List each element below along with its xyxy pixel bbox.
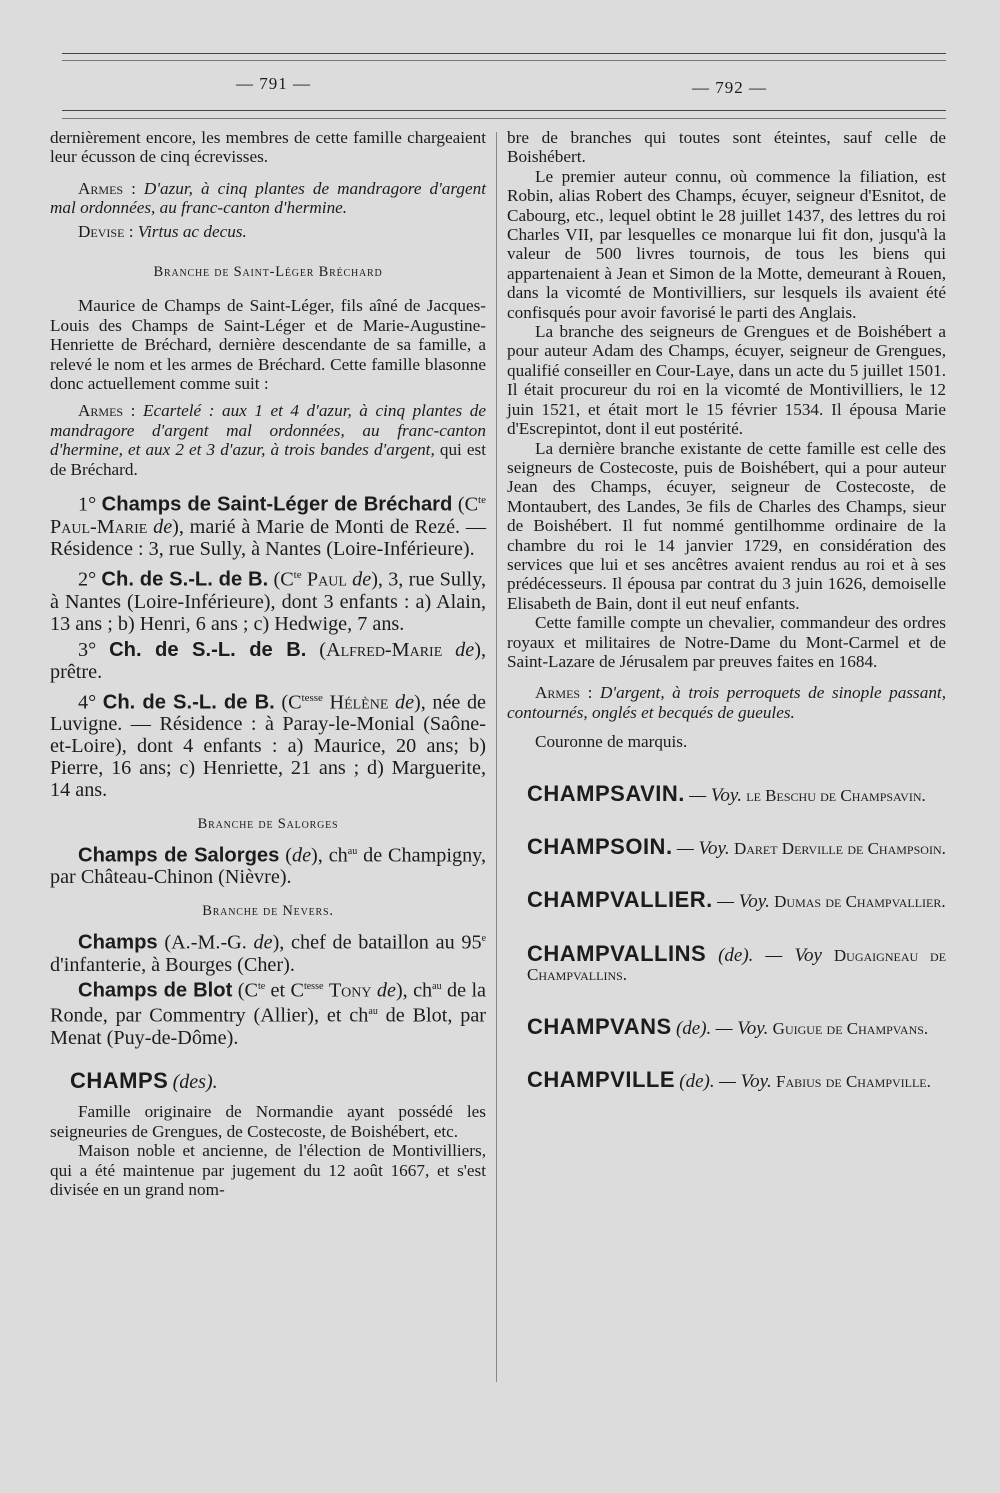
armes-line: Armes : D'azur, à cinq plantes de mandragore d'argent mal ordonnées, au franc-canton d'hermine. <box>50 178 486 218</box>
branch-heading: Branche de Saint-Léger Bréchard <box>153 264 383 281</box>
entry-text: (A.-M.-G. <box>164 931 247 954</box>
title-de: de <box>376 979 396 1002</box>
title-sup: tesse <box>303 980 324 992</box>
entry-nevers-1 <box>50 928 486 976</box>
entry-text: ), 3, rue Sully, à Nantes (Loire-Inférieure), dont 3 enfants : a) Alain, 13 ans ; b) Henri, 6 ans ; c) Hedwige, 7 ans. <box>50 568 486 635</box>
xref-name: CHAMPVILLE <box>527 1067 675 1093</box>
xref-ref: Dumas de Champvallier. <box>774 892 946 912</box>
title-de: de <box>153 515 173 538</box>
xref-entry <box>507 1067 946 1093</box>
entry-2 <box>50 564 486 635</box>
entry-number: 1° <box>78 493 97 516</box>
xref-name: CHAMPSAVIN. <box>527 780 685 806</box>
entry-name: Ch. de S.-L. de B. <box>109 638 307 661</box>
entry-number: 2° <box>78 568 97 591</box>
paragraph: Le premier auteur connu, où commence la filiation, est Robin, alias Robert des Champs, écuyer, seigneur d'Esnitot, de Cabourg, etc., lequel obtint le 28 juillet 1437, des lettres du roi Charles VII, par lesquelles ce monarque lui fit don, jusqu'à la valeur de 500 livres tournois, de tous les biens qui appartenaient à Jean et Simon de la Motte, demeurant à Rouen, dans la vicomté de Montivilliers, sur lesquels ils avaient été confisqués pour avoir favorisé le parti des Anglais. <box>507 166 946 322</box>
entry-champs-des <box>50 1068 486 1094</box>
entry-name: Champs de Salorges <box>78 844 280 867</box>
title-name: Tony <box>328 979 372 1002</box>
xref-ref: Guigue de Champvans. <box>772 1018 929 1038</box>
xref-particle: (de). <box>675 1017 712 1039</box>
entry-name: Ch. de S.-L. de B. <box>101 568 269 591</box>
armes-line: Armes : Ecartelé : aux 1 et 4 d'azur, à cinq plantes de mandragore d'argent mal ordonnées, au franc-canton d'hermine, et aux 2 et 3 d'azur, à trois bandes d'argent, qui est de Bréchard. <box>50 401 487 479</box>
devise-line: Devise : Virtus ac decus. <box>78 221 247 241</box>
title-name: Paul <box>306 568 347 591</box>
couronne-line: Couronne de marquis. <box>535 732 688 752</box>
xref-particle: (de). <box>718 944 754 966</box>
branch-heading: Branche de Nevers. <box>202 903 334 920</box>
entry-text: ), chef de bataillon au 95 <box>272 931 482 954</box>
xref-entry <box>507 780 946 806</box>
title-de: de <box>455 638 475 661</box>
paragraph: dernièrement encore, les membres de cette famille chargeaient leur écusson de cinq écrevisses. <box>50 128 486 167</box>
paragraph: Maurice de Champs de Saint-Léger, fils aîné de Jacques-Louis des Champs de Saint-Léger et de Marie-Augustine-Henriette de Bréchard, dernière descendante de sa famille, a relevé le nom et les armes de Bréchard. Cette famille blasonne donc actuellement comme suit : <box>50 296 486 394</box>
entry-salorges: Champs de Salorges (de), $ch^{au}$ de Champigny, par Château-Chinon (Nièvre). <box>50 844 486 889</box>
title-prefix: (C <box>273 568 294 591</box>
title-de: de <box>253 931 273 954</box>
entry-text: ), ch <box>395 979 433 1002</box>
armes-text: D'argent, à trois perroquets de sinople passant, contournés, onglés et becqués de gueules. <box>507 683 946 722</box>
xref-entry <box>507 834 946 859</box>
top-rule <box>62 53 946 54</box>
xref-ref: Fabius de Champville. <box>776 1072 931 1092</box>
ordinal-sup: e <box>481 932 487 944</box>
xref-voy: — Voy. <box>715 1017 769 1039</box>
title-de: de <box>352 568 372 591</box>
branch-heading: Branche de Salorges <box>197 816 339 833</box>
armes-text: Ecartelé : aux 1 et 4 d'azur, à cinq plantes de mandragore d'argent mal ordonnées, au franc-canton d'hermine, et aux 2 et 3 d'azur, à trois bandes d'argent, <box>50 401 486 460</box>
xref-name: CHAMPVALLINS <box>527 940 707 966</box>
title-prefix: (C <box>281 691 302 714</box>
entry-name: Champs de Saint-Léger de Bréchard <box>101 493 453 516</box>
entry-number: 4° <box>78 691 97 714</box>
entry-text: d'infanterie, à Bourges (Cher). <box>50 953 295 976</box>
entry-text: ), prêtre. <box>50 638 487 683</box>
top-rule-thin <box>62 60 946 61</box>
xref-ref: le Beschu de Champsavin. <box>746 785 926 805</box>
entry-particle: (des). <box>172 1071 218 1094</box>
entry-text: de Blot, par Menat (Puy-de-Dôme). <box>50 1005 487 1050</box>
right-column <box>507 128 946 1091</box>
xref-name: CHAMPVANS <box>527 1013 672 1039</box>
page-number-right: — 792 — <box>692 78 767 97</box>
title-sup: te <box>478 494 486 507</box>
entry-name: CHAMPS <box>70 1068 169 1094</box>
entry-name: Ch. de S.-L. de B. <box>102 691 275 714</box>
xref-entry <box>507 940 947 985</box>
header-rule-thin <box>62 118 946 119</box>
title-prefix: (C <box>237 979 258 1002</box>
left-column <box>50 128 486 1199</box>
title-prefix: (C <box>457 493 479 516</box>
title-name: Hélène <box>329 691 389 714</box>
xref-ref: Daret Derville de Champsoin. <box>733 839 946 858</box>
xref-entry <box>507 1013 946 1039</box>
armes-label: Armes <box>535 683 581 703</box>
paragraph: bre de branches qui toutes sont éteintes, sauf celle de Boishébert. <box>507 128 946 167</box>
armes-label: Armes <box>78 178 124 198</box>
armes-label: Armes <box>78 401 124 421</box>
ch-sup: au <box>368 1006 378 1018</box>
entry-text: ), marié à Marie de Monti de Rezé. — Résidence : 3, rue Sully, à Nantes (Loire-Inférieure). <box>50 515 487 560</box>
ch-sup: au <box>347 845 358 857</box>
title-sup: te <box>257 980 266 992</box>
xref-particle: (de). <box>679 1071 715 1093</box>
paragraph: La branche des seigneurs de Grengues et de Boishébert a pour auteur Adam des Champs, écuyer, seigneur de Grengues, qualifié conseiller en Cour-Laye, dans un acte du 5 juillet 1501. Il était procureur du roi en la vicomté de Montivilliers, le 12 juin 1521, et était mort le 15 février 1534. Il épousa Marie d'Escrepintot, dont il eut postérité. <box>507 322 946 439</box>
armes-tail: qui est de Bréchard. <box>50 440 487 479</box>
page-number-left: — 791 — <box>236 74 311 93</box>
paragraph: Cette famille compte un chevalier, commandeur des ordres royaux et militaires de Notre-Dame du Mont-Carmel et de Saint-Lazare de Jérusalem par preuves faites en 1684. <box>507 613 946 671</box>
paragraph: La dernière branche existante de cette famille est celle des seigneurs de Costecoste, puis de Boishébert, qui a pour auteur Jean des Champs, écuyer, seigneur de Costecoste, de Montaubert, des Landes, 3e fils de Charles des Champs, sieur de Boishébert. Il fut nommé gentilhomme ordinaire de la chambre du roi le 14 janvier 1729, en considération des services que lui et ses ancêtres avaient rendus au roi et à ses prédécesseurs. Il épousa par contrat du 3 juin 1626, demoiselle Elisabeth de Bain, dont il eut neuf enfants. <box>507 438 946 613</box>
armes-text: D'azur, à cinq plantes de mandragore d'argent mal ordonnées, au franc-canton d'hermine. <box>50 178 486 218</box>
xref-voy: — Voy. <box>689 784 742 806</box>
entry-text: de Champigny, par Château-Chinon (Nièvre). <box>50 844 486 889</box>
armes-line: Armes : D'argent, à trois perroquets de sinople passant, contournés, onglés et becqués de gueules. <box>507 683 946 722</box>
title-name: Paul-Marie <box>50 515 148 538</box>
devise-text: Virtus ac decus. <box>137 221 247 241</box>
cross-reference-list <box>507 780 947 1093</box>
xref-voy: — Voy. <box>676 838 730 859</box>
entry-text: ), née de Luvigne. — Résidence : à Paray-le-Monial (Saône-et-Loire), dont 4 enfants : a) Maurice, 20 ans; b) Pierre, 16 ans; c) Henriette, 21 ans ; d) Marguerite, 14 ans. <box>50 691 486 802</box>
entry-number: 3° <box>78 638 97 661</box>
header-rule <box>62 110 946 111</box>
title-de: de <box>394 691 415 714</box>
xref-voy: — Voy. <box>717 891 770 913</box>
entry-1 <box>50 489 486 560</box>
entry-nevers-2 <box>50 976 486 1049</box>
title-sup: te <box>293 568 302 581</box>
xref-name: CHAMPVALLIER. <box>527 887 713 913</box>
paragraph: Famille originaire de Normandie ayant possédé les seigneuries de Grengues, de Costecoste, de Boishébert, etc. <box>50 1102 486 1141</box>
entry-name: Champs de Blot <box>78 979 233 1002</box>
xref-voy: — Voy. <box>718 1071 772 1093</box>
ch-sup: au <box>432 980 442 992</box>
xref-voy: — Voy <box>765 944 822 966</box>
column-divider <box>496 132 497 1382</box>
title-prefix: et C <box>270 979 304 1002</box>
devise-label: Devise <box>78 221 125 241</box>
ch-abbrev: ch <box>328 844 348 867</box>
entry-3 <box>50 639 486 683</box>
entry-text: de la Ronde, par Commentry (Allier), et ch <box>50 979 487 1028</box>
paragraph: Maison noble et ancienne, de l'élection de Montivilliers, qui a été maintenue par jugement du 12 août 1667, et s'est divisée en un grand nom- <box>50 1141 486 1200</box>
entry-4 <box>50 687 486 802</box>
xref-entry <box>507 887 946 913</box>
title-de: de <box>291 844 312 867</box>
entry-name: Champs <box>78 931 158 954</box>
xref-name: CHAMPSOIN. <box>527 834 673 859</box>
title-sup: tesse <box>301 691 323 704</box>
xref-ref: Dugaigneau de Champvallins. <box>527 945 947 985</box>
title-name: (Alfred-Marie <box>319 638 443 661</box>
